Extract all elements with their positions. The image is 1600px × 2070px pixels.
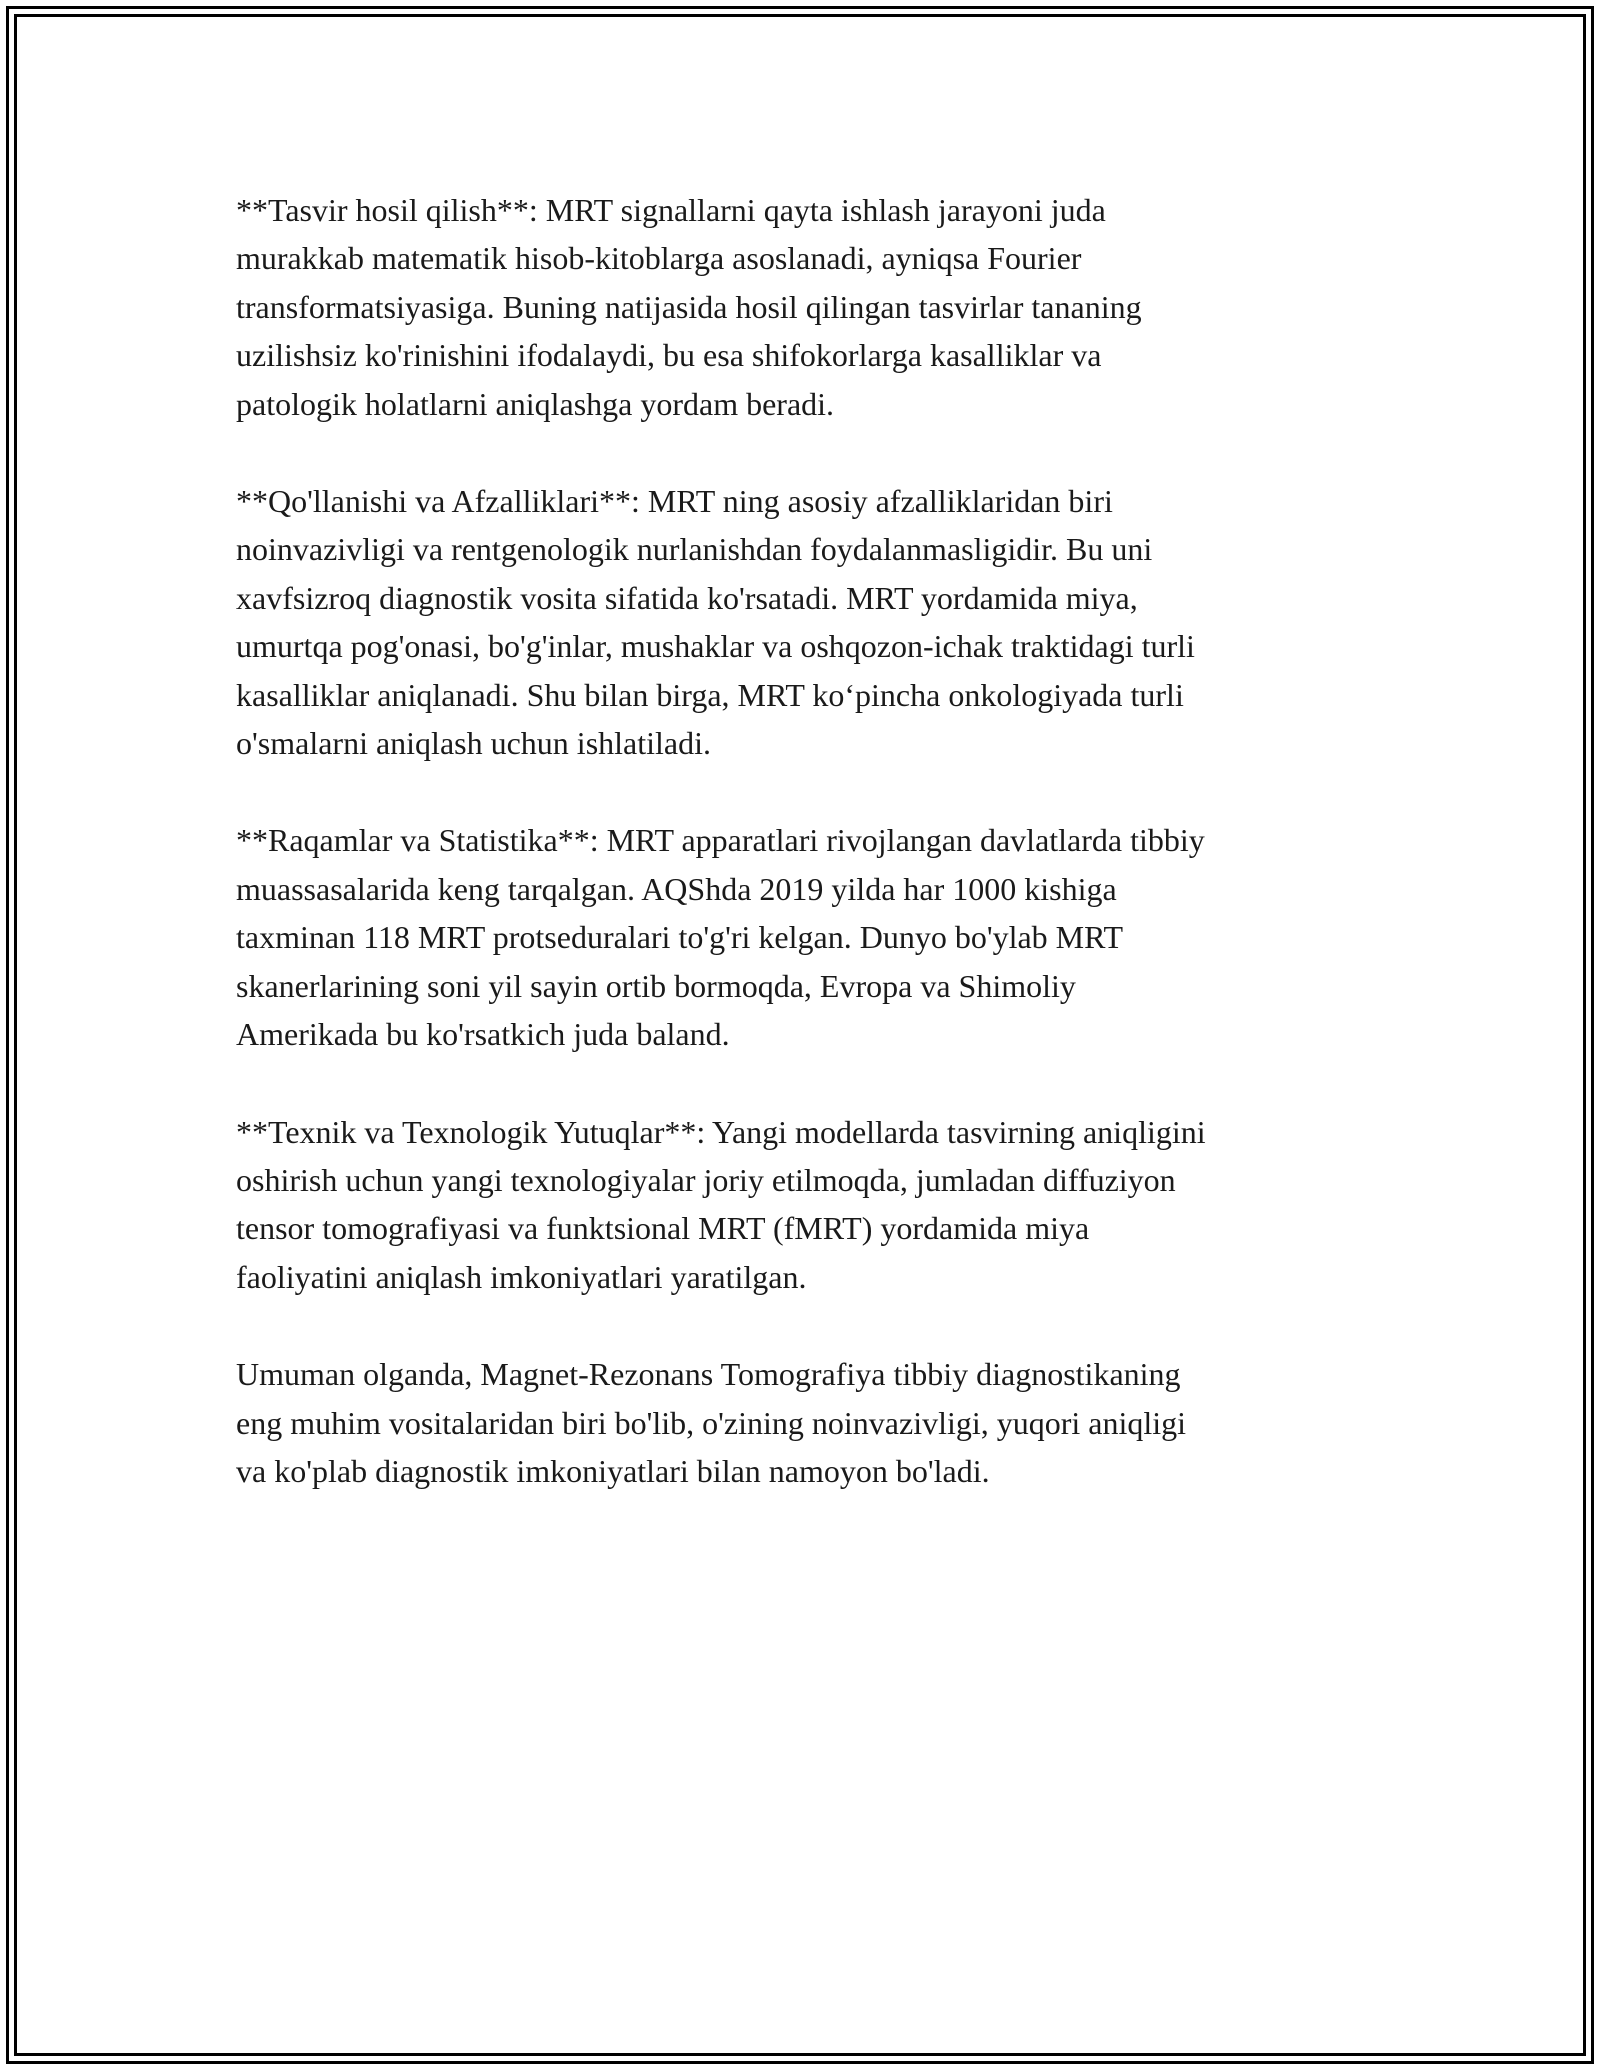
paragraph-technical-achievements: **Texnik va Texnologik Yutuqlar**: Yangi modellarda tasvirning aniqligini oshirish uchun yangi texnologiyalar joriy etilmoqda, jumladan diffuziyon tensor tomografiyasi va funktsional MRT (fMRT) yordamida miya faoliyatini aniqlash imkoniyatlari yaratilgan. (236, 1113, 1206, 1295)
paragraph-conclusion: Umuman olganda, Magnet-Rezonans Tomografiya tibbiy diagnostikaning eng muhim vositalaridan biri bo'lib, o'zining noinvazivligi, yuqori aniqligi va ko'plab diagnostik imkoniyatlari bilan namoyon bo'ladi. (236, 1356, 1187, 1489)
paragraph-numbers-statistics: **Raqamlar va Statistika**: MRT apparatlari rivojlangan davlatlarda tibbiy muassasalarida keng tarqalgan. AQShda 2019 yilda har 1000 kishiga taxminan 118 MRT protseduralari to'g'ri kelgan. Dunyo bo'ylab MRT skanerlarining soni yil sayin ortib bormoqda, Evropa va Shimoliy Amerikada bu ko'rsatkich juda baland. (236, 822, 1205, 1053)
paragraph-applications-advantages: **Qo'llanishi va Afzalliklari**: MRT ning asosiy afzalliklaridan biri noinvazivligi va rentgenologik nurlanishdan foydalanmasligidir. Bu uni xavfsizroq diagnostik vosita sifatida ko'rsatadi. MRT yordamida miya, umurtqa pog'onasi, bo'g'inlar, mushaklar va oshqozon-ichak traktidagi turli kasalliklar aniqlanadi. Shu bilan birga, MRT ko‘pincha onkologiyada turli o'smalarni aniqlash uchun ishlatiladi. (236, 483, 1195, 762)
document-body (236, 186, 1376, 1544)
paragraph-image-formation: **Tasvir hosil qilish**: MRT signallarni qayta ishlash jarayoni juda murakkab matematik hisob-kitoblarga asoslanadi, ayniqsa Fourier transformatsiyasiga. Buning natijasida hosil qilingan tasvirlar tananing uzilishsiz ko'rinishini ifodalaydi, bu esa shifokorlarga kasalliklar va patologik holatlarni aniqlashga yordam beradi. (236, 192, 1142, 422)
